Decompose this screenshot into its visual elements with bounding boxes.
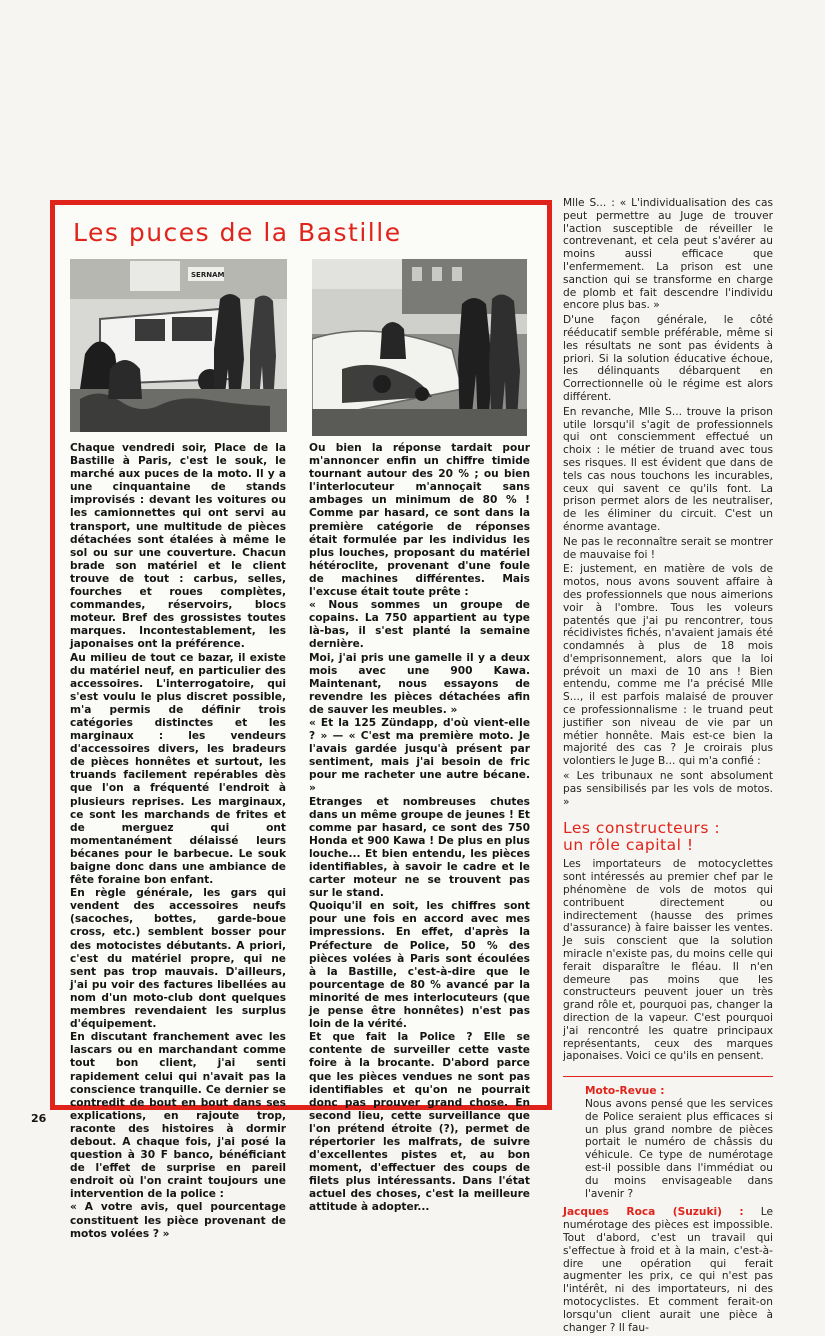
photo-sign: SERNAM	[191, 271, 225, 279]
paragraph: Etranges et nombreuses chutes dans un même groupe de jeunes ! Et comme par hasard, ce sont des 750 Honda et 900 Kawa ! De plus en plus louche... Et bien entendu, les pièces identifiables, à savoir le cadre et le carter moteur ne se trouvent pas sur le stand.	[309, 795, 530, 900]
section-heading-line-2: un rôle capital !	[563, 836, 694, 855]
paragraph: Quoiqu'il en soit, les chiffres sont pour une fois en accord avec mes impressions. En effet, d'après la Préfecture de Police, 50 % des pièces volées à Paris sont écoulées à la Bastille, c'est-à-dire que le pourcentage de 80 % avancé par la minorité de mes interlocuteurs (que je pense être honnêtes) n'est pas loin de la vérité.	[309, 900, 530, 1031]
section-heading	[563, 820, 773, 854]
interview-text: Nous avons pensé que les services de Police seraient plus efficaces si un plus grand nombre de pièces portait le numéro de châssis du véhicule. Ce type de numérotage est-il possible dans l'immédiat ou du moins envisageable dans l'avenir ?	[585, 1098, 773, 1200]
paragraph: « Et la 125 Zündapp, d'où vient-elle ? » — « C'est ma première moto. Je l'avais gardée jusqu'à présent par sentiment, mais j'ai besoin de fric pour me racheter une autre bécane. »	[309, 716, 530, 795]
paragraph: Moi, j'ai pris une gamelle il y a deux mois avec une 900 Kawa. Maintenant, nous essayons de revendre les pièces détachées afin de sauver les meubles. »	[309, 651, 530, 716]
interview	[563, 1076, 773, 1334]
paragraph: E: justement, en matière de vols de motos, nous avons souvent affaire à des professionnels que nous aimerions voir à l'ombre. Tous les voleurs patentés que j'ai pu rencontrer, tous récidivistes fichés, n'avaient jamais été condamnés à plus de 18 mois d'emprisonnement, alors que la loi prévoit un maxi de 10 ans ! Bien entendu, comme me l'a précisé Mlle S..., il est parfois malaisé de prouver ce professionnalisme : le truand peut justifier son niveau de vie par un métier honnête. Mais est-ce bien la majorité des cas ? Je croirais plus volontiers le Juge B... qui m'a confié :	[563, 563, 773, 768]
paragraph: « Les tribunaux ne sont absolument pas sensibilisés par les vols de motos. »	[563, 770, 773, 808]
article-box	[50, 200, 552, 1240]
paragraph: D'une façon générale, le côté rééducatif semble préférable, même si les résultats ne sont pas évidents à priori. Si la solution éducative échoue, les délinquants débarquent en Correctionnelle où le régime est alors différent.	[563, 314, 773, 403]
section-heading-line-1: Les constructeurs :	[563, 819, 721, 838]
paragraph: Ou bien la réponse tardait pour m'annoncer enfin un chiffre timide tournant autour des 20 % ; ou bien l'interlocuteur m'annoçait sans ambages un minimum de 80 % ! Comme par hasard, ce sont dans la première catégorie de réponses était formulée par les individus les plus louches, proposant du matériel hétéroclite, provenant d'une foule de machines différentes. Mais l'excuse était toute prête :	[309, 442, 530, 599]
interview-speaker: Moto-Revue :	[585, 1085, 665, 1098]
paragraph: En discutant franchement avec les lascars ou en marchandant comme tout bon client, j'ai senti rapidement celui qui n'avait pas la conscience tranquille. Ce dernier se contredit de bout en bout dans ses explications, en rajoute trop, raconte des histoires à dormir debout. A chaque fois, j'ai posé la question à 30 F banco, bénéficiant de l'effet de surprise en pareil endroit où l'on craint toujours une intervention de la police :	[70, 1031, 286, 1201]
paragraph: « A votre avis, quel pourcentage constituent les pièce provenant de motos volées ? »	[70, 1201, 286, 1240]
paragraph: Chaque vendredi soir, Place de la Bastille à Paris, c'est le souk, le marché aux puces de la moto. Il y a une cinquantaine de stands improvisés : devant les voitures ou les camionnettes qui ont servi au transport, une multitude de pièces détachées sont étalées à même le sol ou sur une couverture. Chacun brade son matériel et le client trouve de tout : carbus, selles, fourches et roues complètes, commandes, réservoirs, blocs moteur. Bref des grossistes toutes marques. Incontestablement, les japonaises ont la préférence.	[70, 442, 286, 651]
paragraph: Mlle S... : « L'individualisation des cas peut permettre au Juge de trouver l'action susceptible de réveiller le contrevenant, et cela peut s'avérer au moins aussi efficace que l'enfermement. La prison est une sanction qui se transforme en charge de plomb et fait descendre l'individu encore plus bas. »	[563, 197, 773, 312]
interview-question	[563, 1085, 773, 1200]
interview-answer	[563, 1206, 773, 1334]
page-number: 26	[31, 1112, 47, 1125]
paragraph: En règle générale, les gars qui vendent des accessoires neufs (sacoches, bottes, garde-boue cross, etc.) semblent bosser pour des motocistes débutants. A priori, c'est du matériel propre, qui ne sent pas trop mauvais. D'ailleurs, j'ai pu voir des factures libellées au nom d'un moto-club dont quelques membres revendaient les surplus d'équipement.	[70, 887, 286, 1031]
market-photo-right	[312, 259, 527, 436]
interview-text: Le numérotage des pièces est impossible. Tout d'abord, c'est un travail qui s'effectue à froid et à la main, c'est-à-dire une opération qui ferait augmenter les prix, ce qui n'est pas l'intérêt, ni des importateurs, ni des motocyclistes. Et comment ferait-on lorsqu'un client aurait une pièce à changer ? Il fau-	[563, 1206, 773, 1334]
paragraph: Et que fait la Police ? Elle se contente de surveiller cette vaste foire à la brocante. D'abord parce que les pièces vendues ne sont pas identifiables et qu'on ne pourrait donc pas prouver grand chose. En second lieu, cette surveillance que l'on prétend étroite (?), permet de répertorier les malfrats, de suivre d'excellentes pistes et, au bon moment, d'effectuer des coups de filets plus intéressants. Dans l'état actuel des choses, c'est la meilleure attitude à adopter...	[309, 1031, 530, 1214]
paragraph: Les importateurs de motocyclettes sont intéressés au premier chef par le phénomène de vols de motos qui contribuent directement ou indirectement (hausse des primes d'assurance) à faire baisser les ventes. Je suis conscient que la solution miracle n'existe pas, du moins celle qui ferait disparaître le fléau. Il n'en demeure pas moins que les constructeurs peuvent jouer un très grand rôle et, pourquoi pas, changer la direction de la vapeur. C'est pourquoi j'ai rencontré les quatre principaux représentants, ceux des marques japonaises. Voici ce qu'ils en pensent.	[563, 858, 773, 1063]
article-middle-column	[309, 442, 530, 1215]
box-title: Les puces de la Bastille	[73, 218, 402, 247]
paragraph: Ne pas le reconnaître serait se montrer de mauvaise foi !	[563, 535, 773, 561]
paragraph: Au milieu de tout ce bazar, il existe du matériel neuf, en particulier des accessoires. L'interrogatoire, qui s'est voulu le plus discret possible, m'a permis de définir trois catégories distinctes et les marginaux : les vendeurs d'accessoires divers, les bradeurs de pièces honnêtes et surtout, les truands facilement repérables dès que l'on a fréquenté l'endroit à plusieurs reprises. Les marginaux, ce sont les marchands de frites et de merguez qui ont momentanément délaissé leurs bécanes pour le barbecue. Le souk baigne donc dans une ambiance de fête foraine bon enfant.	[70, 651, 286, 887]
article-left-column	[70, 442, 286, 1241]
article-right-column	[563, 197, 773, 1336]
paragraph: « Nous sommes un groupe de copains. La 750 appartient au type là-bas, il s'est planté la semaine dernière.	[309, 599, 530, 651]
interview-speaker: Jacques Roca (Suzuki) :	[563, 1206, 744, 1219]
paragraph: En revanche, Mlle S... trouve la prison utile lorsqu'il s'agit de professionnels qui ont consciemment effectué un choix : le métier de truand avec tous ses risques. Il est évident que dans de tels cas nous touchons les incurables, ceux qui savent ce qu'ils font. La prison permet alors de les neutraliser, de les éliminer du circuit. C'est un énorme avantage.	[563, 405, 773, 533]
market-photo-left	[70, 259, 287, 432]
